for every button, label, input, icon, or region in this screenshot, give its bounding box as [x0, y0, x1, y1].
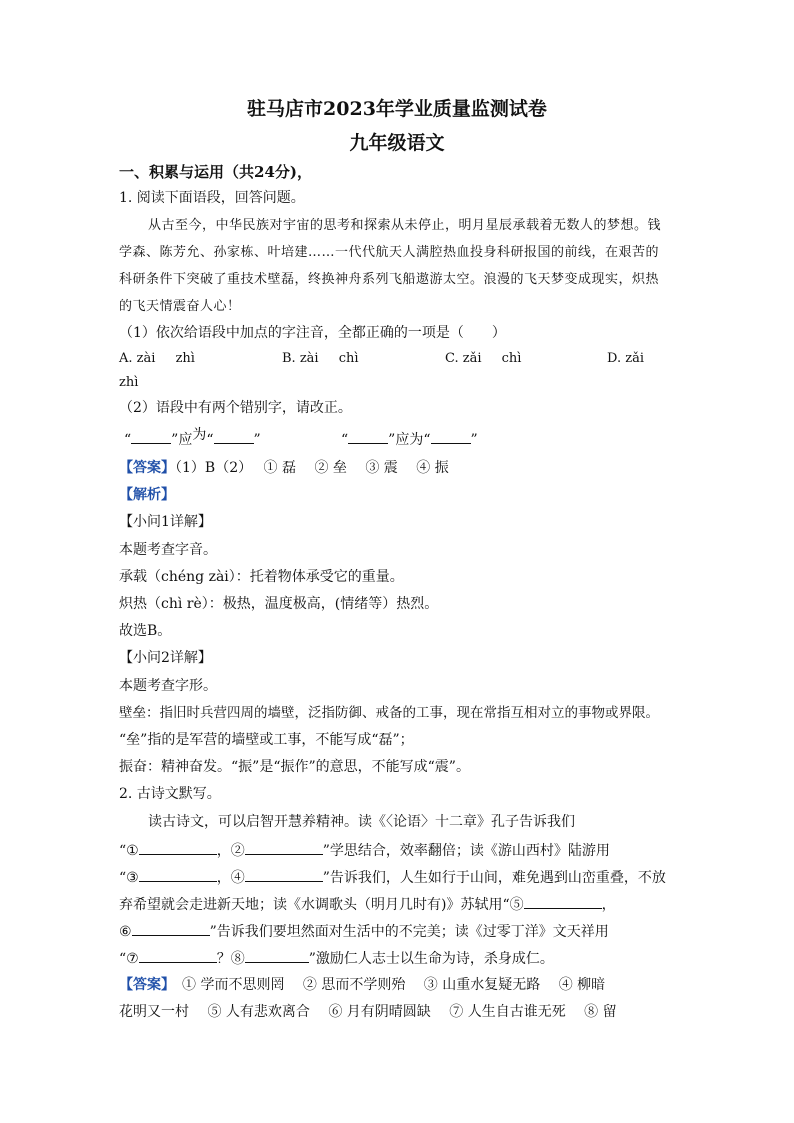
option-d-letter: D. zǎi [607, 351, 644, 366]
detail-2-line-3: “垒”指的是军营的墙壁或工事，不能写成“磊”； [119, 732, 414, 748]
analysis-label: 【解析】 [119, 487, 175, 503]
detail-1-line-2: 承载（chéng zài）：托着物体承受它的重量。 [119, 569, 404, 585]
q2-marker-1: “① [119, 843, 139, 859]
detail-1-line-1: 本题考查字音。 [119, 542, 217, 558]
answer-line-q2-1 [119, 975, 605, 995]
option-c-second: chì [501, 351, 522, 366]
passage-line-4: 的飞天情震奋人心！ [119, 299, 241, 314]
q2-comma-c: ， [601, 897, 616, 913]
detail-1-label: 【小问1详解】 [119, 514, 212, 530]
option-b-letter: B. zài [282, 351, 319, 366]
question-2-stem: 2. 古诗文默写。 [119, 786, 221, 802]
q2-intro: 读古诗文，可以启智开慧养精神。读《〈论语〉十二章》孔子告诉我们 [148, 814, 575, 830]
detail-2-line-4: 振奋：精神奋发。“振”是“振作”的意思，不能写成“震”。 [119, 759, 470, 775]
option-c [445, 349, 521, 369]
q2-text-d: ”告诉我们要坦然面对生活中的不完美；读《过零丁洋》文天祥用 [209, 924, 609, 940]
q2-line-e [119, 947, 554, 969]
option-b-second: chì [338, 351, 359, 366]
passage-line-2: 学森、陈芳允、孙家栋、叶培建……一代代航天人满腔热血投身科研报国的前线，在艰苦的 [119, 245, 660, 260]
answer-label: 【答案】 [119, 460, 175, 476]
q2-text-e: ”激励仁人志士以生命为诗，杀身成仁。 [308, 951, 554, 967]
quote-open-1: “ [124, 432, 132, 448]
answer-line-q1 [119, 458, 449, 478]
quote-close-2: ” [253, 432, 261, 448]
quote-open-2: “ [206, 432, 214, 448]
sub-question-1: （1）依次给语段中加点的字注音，全都正确的一项是（ ） [119, 325, 506, 341]
option-a [119, 349, 195, 369]
text-ying: ”应 [171, 432, 193, 448]
section-heading: 一、积累与运用（共24分)， [119, 163, 312, 181]
answer-label-q2: 【答案】 [119, 977, 168, 993]
option-a-letter: A. zài [119, 351, 156, 366]
option-d-second: zhì [119, 375, 139, 390]
text-wei: 为 [192, 427, 207, 443]
quote-close-4: ” [470, 432, 478, 448]
correction-blanks-1 [124, 428, 261, 450]
blank-q2-8[interactable] [245, 947, 309, 963]
q2-text-b: ”告诉我们，人生如行于山间，难免遇到山峦重叠，不放 [322, 870, 666, 886]
answer-line-q2-2: 花明又一村 ⑤ 人有悲欢离合 ⑥ 月有阴晴圆缺 ⑦ 人生自古谁无死 ⑧ 留 [119, 1004, 617, 1020]
answer-q2-text-1: ① 学而不思则罔 ② 思而不学则殆 ③ 山重水复疑无路 ④ 柳暗 [168, 977, 606, 993]
quote-open-3: “ [341, 432, 349, 448]
answer-text: （1）B（2） ① 磊 ② 垒 ③ 震 ④ 振 [175, 460, 449, 476]
q2-marker-4: ，④ [216, 870, 245, 886]
page-title: 驻马店市2023年学业质量监测试卷 [247, 98, 547, 120]
q2-text-a: ”学思结合，效率翻倍；读《游山西村》陆游用 [322, 843, 610, 859]
passage-line-1: 从古至今，中华民族对宇宙的思考和探索从未停止，明月星辰承载着无数人的梦想。钱 [148, 218, 662, 233]
q2-line-d [119, 920, 609, 942]
detail-2-line-2: 壁垒：指旧时兵营四周的墙壁，泛指防御、戒备的工事，现在常指互相对立的事物或界限。 [119, 705, 659, 721]
passage-line-3: 科研条件下突破了重技术壁磊，终换神舟系列飞船遨游太空。浪漫的飞天梦变成现实，炽热 [119, 272, 660, 287]
blank-4[interactable] [431, 428, 471, 444]
text-ying-wei: ”应为“ [388, 432, 431, 448]
blank-2[interactable] [214, 428, 254, 444]
q2-text-c: 弃希望就会走进新天地；读《水调歌头（明月几时有)》苏轼用“⑤ [119, 897, 524, 913]
option-b [282, 349, 359, 369]
q2-line-b [119, 866, 666, 888]
detail-1-line-3: 炽热（chì rè）：极热，温度极高，(情绪等）热烈。 [119, 596, 439, 612]
detail-2-line-1: 本题考查字形。 [119, 678, 217, 694]
blank-q2-1[interactable] [139, 839, 217, 855]
q2-line-a [119, 839, 610, 861]
blank-3[interactable] [348, 428, 388, 444]
blank-q2-7[interactable] [139, 947, 217, 963]
blank-q2-2[interactable] [245, 839, 323, 855]
detail-1-line-4: 故选B。 [119, 623, 172, 639]
question-1-stem: 1. 阅读下面语段，回答问题。 [119, 190, 305, 206]
blank-q2-3[interactable] [139, 866, 217, 882]
blank-q2-4[interactable] [245, 866, 323, 882]
q2-marker-8: ？⑧ [216, 951, 245, 967]
blank-q2-5[interactable] [524, 893, 602, 909]
detail-2-label: 【小问2详解】 [119, 650, 212, 666]
q2-line-c [119, 893, 616, 915]
page-subtitle: 九年级语文 [349, 132, 445, 154]
blank-q2-6[interactable] [132, 920, 210, 936]
option-a-second: zhì [175, 351, 195, 366]
q2-marker-2: ，② [216, 843, 245, 859]
q2-marker-6: ⑥ [119, 924, 132, 940]
q2-marker-7: “⑦ [119, 951, 139, 967]
q2-marker-3: “③ [119, 870, 139, 886]
correction-blanks-2 [341, 428, 478, 450]
option-c-letter: C. zǎi [445, 351, 482, 366]
sub-question-2: （2）语段中有两个错别字，请改正。 [119, 400, 352, 416]
blank-1[interactable] [131, 428, 171, 444]
